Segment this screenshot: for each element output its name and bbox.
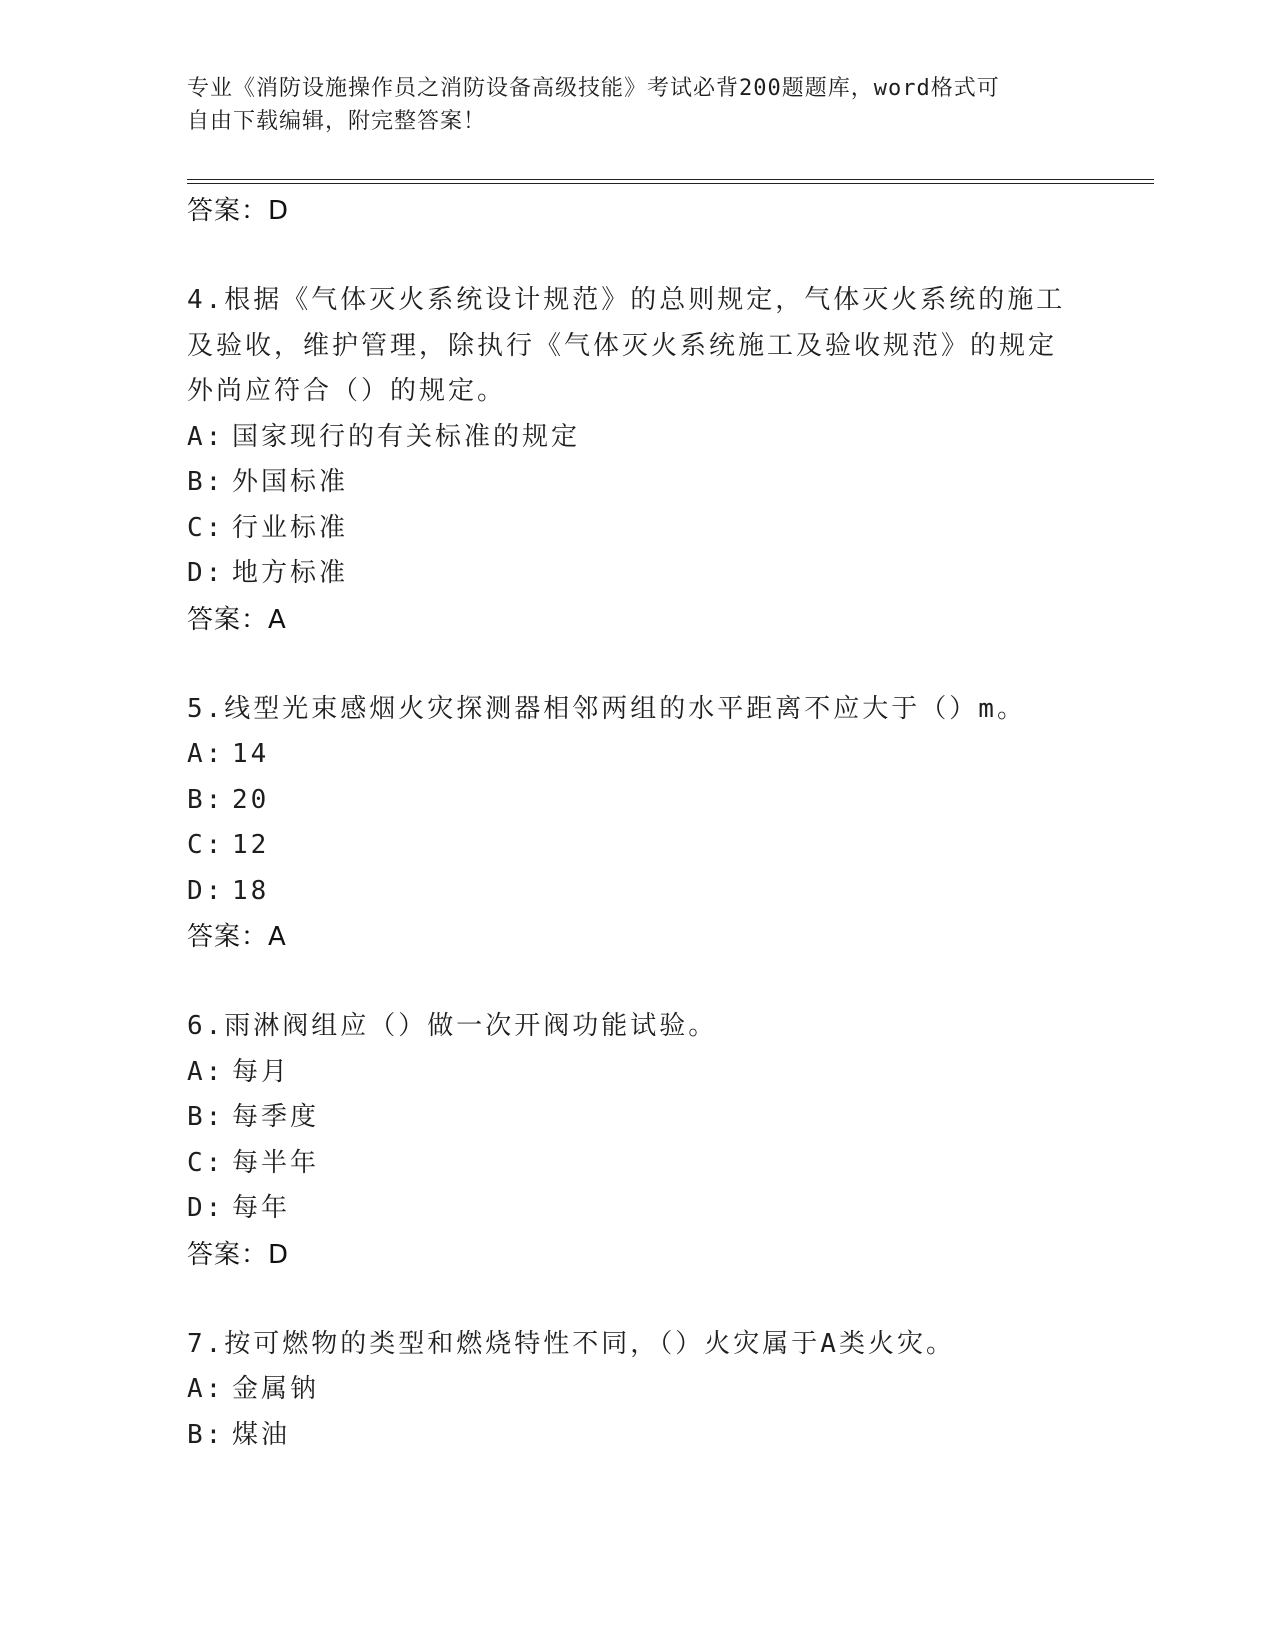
option-a — [187, 1367, 1067, 1413]
option-text: 外国标准 — [232, 467, 349, 497]
question-item — [187, 1004, 1067, 1278]
option-text: 14 — [232, 739, 270, 769]
option-key: C: — [187, 830, 225, 860]
option-text: 20 — [232, 784, 270, 815]
header-line-2: 自由下载编辑，附完整答案！ — [187, 109, 487, 134]
option-key: B: — [187, 1419, 225, 1450]
option-text: 煤油 — [232, 1419, 291, 1450]
option-text: 18 — [232, 875, 270, 906]
option-text: 每月 — [232, 1056, 291, 1087]
document-header — [187, 72, 1067, 138]
option-b — [187, 460, 1067, 506]
option-d — [187, 869, 1067, 915]
option-b — [187, 1095, 1067, 1141]
option-a — [187, 732, 1067, 778]
option-b — [187, 1413, 1067, 1459]
question-list — [187, 188, 1067, 1458]
option-text: 12 — [232, 830, 270, 860]
option-text: 每年 — [232, 1193, 291, 1223]
option-d — [187, 551, 1067, 597]
option-key: B: — [187, 467, 225, 497]
option-key: D: — [187, 558, 225, 588]
option-c — [187, 506, 1067, 552]
option-d — [187, 1186, 1067, 1232]
option-key: D: — [187, 875, 225, 906]
option-key: D: — [187, 1193, 225, 1223]
option-c — [187, 823, 1067, 869]
option-key: B: — [187, 784, 225, 815]
header-divider-top — [187, 179, 1154, 180]
answer-line: 答案：A — [187, 922, 287, 952]
option-text: 每半年 — [232, 1147, 320, 1178]
question-item — [187, 687, 1067, 961]
question-item — [187, 278, 1067, 643]
question-stem: 4.根据《气体灭火系统设计规范》的总则规定，气体灭火系统的施工及验收，维护管理，除执行《气体灭火系统施工及验收规范》的规定外尚应符合（）的规定。 — [187, 285, 1066, 406]
answer-line: 答案：A — [187, 604, 287, 635]
option-text: 每季度 — [232, 1102, 320, 1132]
option-key: C: — [187, 512, 225, 543]
option-key: A: — [187, 739, 225, 769]
option-text: 地方标准 — [232, 558, 349, 588]
option-key: C: — [187, 1147, 225, 1178]
question-stem: 7.按可燃物的类型和燃烧特性不同，（）火灾属于A类火灾。 — [187, 1328, 955, 1359]
option-text: 金属钠 — [232, 1374, 320, 1404]
option-c — [187, 1141, 1067, 1187]
answer-line: 答案：D — [187, 196, 290, 226]
option-key: B: — [187, 1102, 225, 1132]
question-stem: 5.线型光束感烟火灾探测器相邻两组的水平距离不应大于（）m。 — [187, 693, 1026, 724]
option-key: A: — [187, 1374, 225, 1404]
option-text: 国家现行的有关标准的规定 — [232, 421, 581, 452]
option-a — [187, 1050, 1067, 1096]
option-a — [187, 415, 1067, 461]
option-b — [187, 778, 1067, 824]
answer-line: 答案：D — [187, 1239, 290, 1270]
question-stem: 6.雨淋阀组应（）做一次开阀功能试验。 — [187, 1011, 718, 1041]
option-text: 行业标准 — [232, 512, 349, 543]
option-key: A: — [187, 1056, 225, 1087]
header-line-1: 专业《消防设施操作员之消防设备高级技能》考试必背200题题库，word格式可 — [187, 76, 1000, 101]
question-item — [187, 1322, 1067, 1459]
header-divider-bottom — [187, 183, 1154, 184]
option-key: A: — [187, 421, 225, 452]
